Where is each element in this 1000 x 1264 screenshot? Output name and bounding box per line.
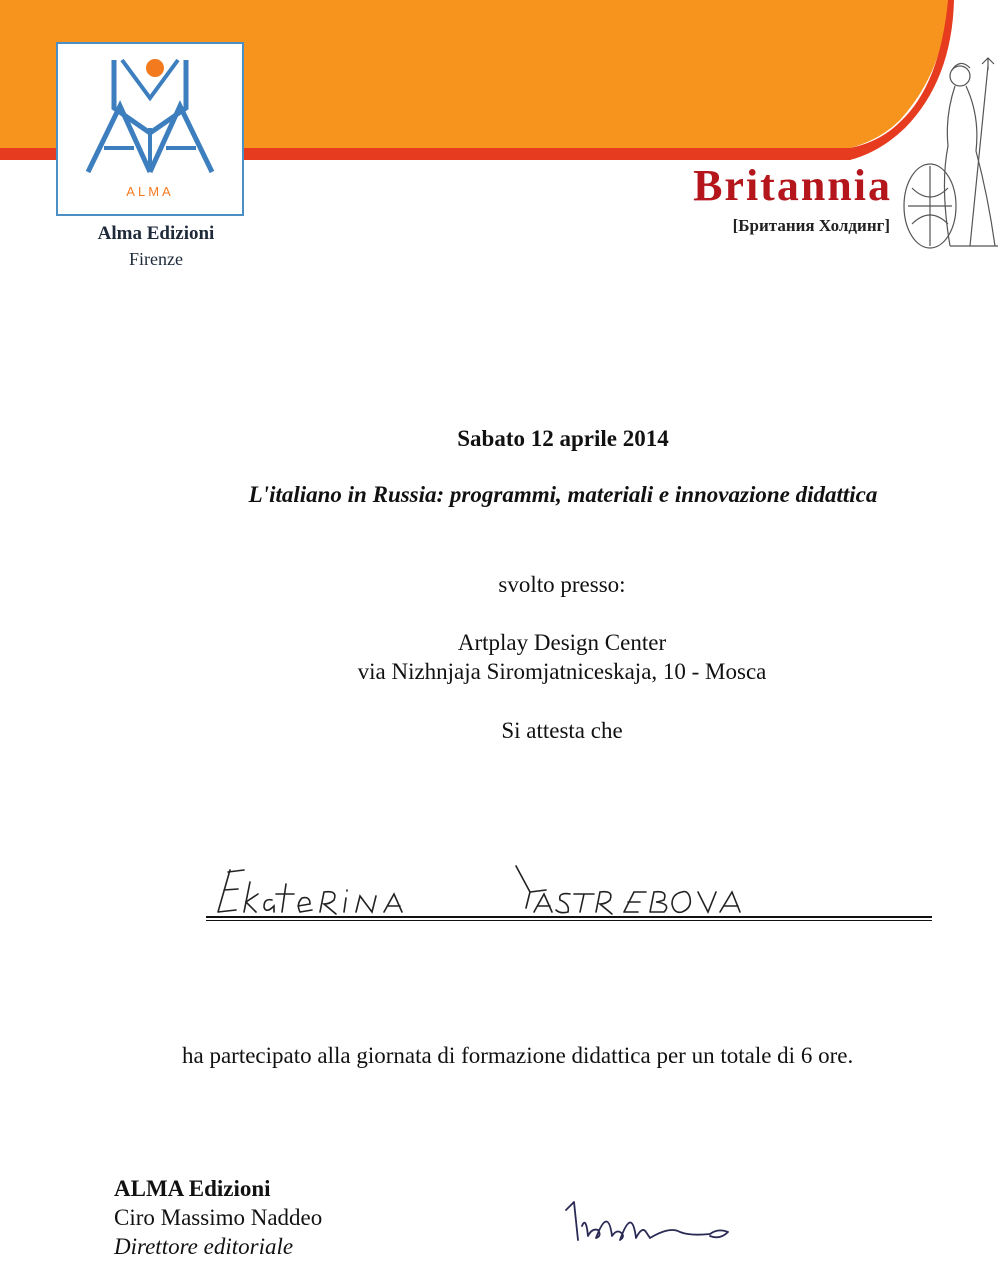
signatory-role: Direttore editoriale [114,1234,294,1259]
signatory-organization: ALMA Edizioni [114,1176,271,1201]
alma-edizioni-logo [56,42,244,216]
participant-name-handwriting [214,862,754,918]
attest-label: Si attesta che [501,718,623,743]
name-underline [206,916,932,918]
alma-logo-text: ALMA [126,184,174,199]
event-title: L'italiano in Russia: programmi, materiali e innovazione didattica [248,482,878,507]
handwritten-signature [560,1196,750,1256]
venue-name: Artplay Design Center [457,630,667,655]
alma-edizioni-city: Firenze [129,249,183,269]
held-at-label: svolto presso: [498,572,626,597]
britannia-subtitle: [Британия Холдинг] [732,216,890,235]
signatory-person: Ciro Massimo Naddeo [114,1205,323,1230]
participation-statement: ha partecipato alla giornata di formazione didattica per un totale di 6 ore. [182,1043,854,1068]
name-underline-secondary [206,920,932,921]
event-date: Sabato 12 aprile 2014 [457,426,669,451]
britannia-name: Britannia [693,161,892,210]
venue-address: via Nizhnjaja Siromjatniceskaja, 10 - Mosca [357,659,767,684]
alma-edizioni-name: Alma Edizioni [97,223,215,244]
britannia-figure-icon [900,56,1000,256]
